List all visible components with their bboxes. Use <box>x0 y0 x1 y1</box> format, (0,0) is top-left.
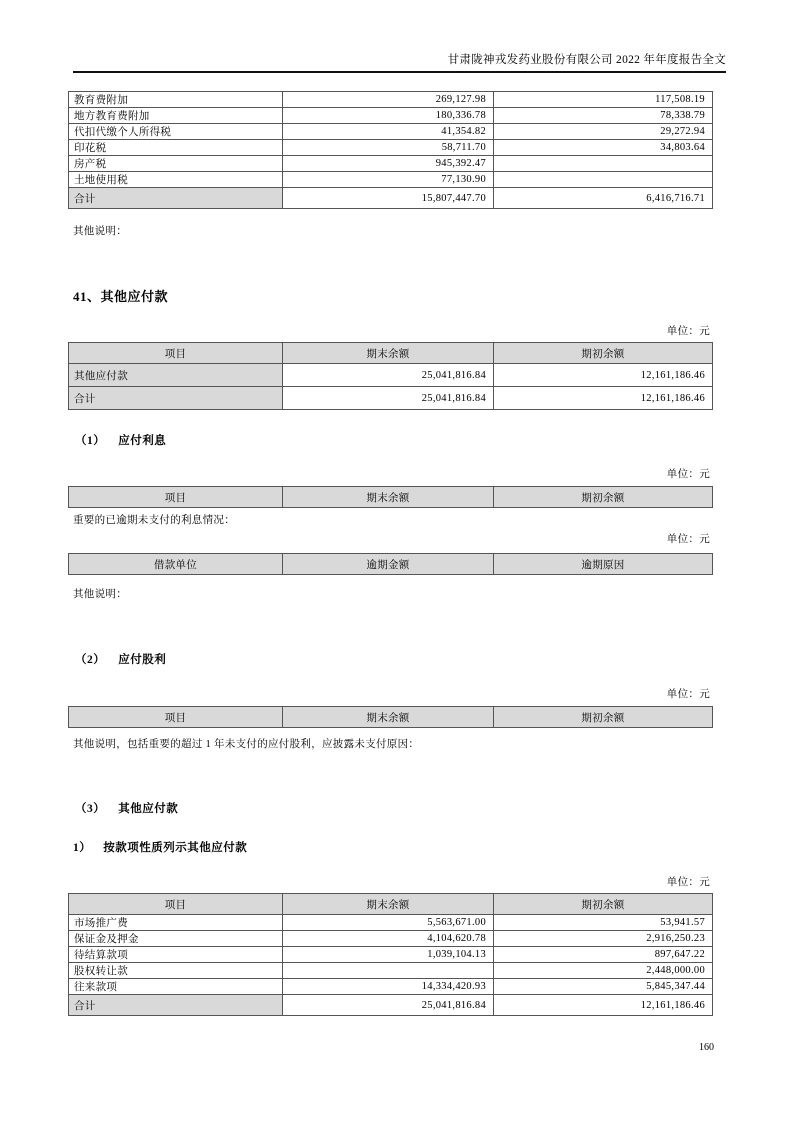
col-header-ending: 期末余额 <box>283 343 494 364</box>
col-header-ending: 期末余额 <box>283 487 494 508</box>
cell-item: 待结算款项 <box>69 947 283 963</box>
cell-beginning: 897,647.22 <box>494 947 713 963</box>
unit-label: 单位：元 <box>666 877 710 888</box>
subsection-number: （1） <box>75 435 106 447</box>
col-header-beginning: 期初余额 <box>494 343 713 364</box>
unit-label: 单位：元 <box>666 534 710 545</box>
cell-ending <box>283 963 494 979</box>
col-header-overdue-amount: 逾期金额 <box>283 554 494 575</box>
table-header-row <box>69 343 713 364</box>
subsection-2-title <box>75 651 166 667</box>
table-row <box>69 931 713 947</box>
cell-beginning: 117,508.19 <box>494 92 713 108</box>
cell-beginning: 12,161,186.46 <box>494 387 713 410</box>
table-row <box>69 92 713 108</box>
cell-ending: 25,041,816.84 <box>283 364 494 387</box>
cell-ending: 180,336.78 <box>283 108 494 124</box>
cell-item: 保证金及押金 <box>69 931 283 947</box>
cell-item: 教育费附加 <box>69 92 283 108</box>
cell-ending: 25,041,816.84 <box>283 995 494 1016</box>
cell-beginning: 12,161,186.46 <box>494 364 713 387</box>
table-header-row <box>69 487 713 508</box>
other-payables-by-nature-table <box>68 893 713 1016</box>
col-header-borrower: 借款单位 <box>69 554 283 575</box>
table-header-row <box>69 707 713 728</box>
cell-item: 代扣代缴个人所得税 <box>69 124 283 140</box>
subsection-label: 应付利息 <box>118 435 167 447</box>
cell-ending: 14,334,420.93 <box>283 979 494 995</box>
header-rule <box>73 71 726 73</box>
cell-ending: 5,563,671.00 <box>283 915 494 931</box>
col-header-beginning: 期初余额 <box>494 707 713 728</box>
subsection-3-1-title <box>73 839 247 855</box>
cell-item: 市场推广费 <box>69 915 283 931</box>
cell-ending: 269,127.98 <box>283 92 494 108</box>
cell-item: 其他应付款 <box>69 364 283 387</box>
other-notes-label: 其他说明： <box>73 226 127 237</box>
cell-ending: 58,711.70 <box>283 140 494 156</box>
cell-ending: 77,130.90 <box>283 172 494 188</box>
subsection-label: 按款项性质列示其他应付款 <box>103 842 248 854</box>
subsection-number: （3） <box>75 803 106 815</box>
interest-payable-table <box>68 486 713 508</box>
cell-item: 合计 <box>69 387 283 410</box>
table-header-row <box>69 554 713 575</box>
cell-ending: 4,104,620.78 <box>283 931 494 947</box>
unit-label: 单位：元 <box>666 469 710 480</box>
cell-item: 合计 <box>69 188 283 209</box>
subsection-1-title <box>75 432 166 448</box>
cell-item: 往来款项 <box>69 979 283 995</box>
dividends-payable-table <box>68 706 713 728</box>
cell-beginning <box>494 156 713 172</box>
cell-beginning: 12,161,186.46 <box>494 995 713 1016</box>
cell-beginning: 78,338.79 <box>494 108 713 124</box>
page-header-title: 甘肃陇神戎发药业股份有限公司 2022 年年度报告全文 <box>447 54 726 66</box>
col-header-item: 项目 <box>69 487 283 508</box>
subsection-3-title <box>75 800 178 816</box>
cell-item: 股权转让款 <box>69 963 283 979</box>
cell-beginning: 29,272.94 <box>494 124 713 140</box>
table-row <box>69 124 713 140</box>
cell-ending: 25,041,816.84 <box>283 387 494 410</box>
col-header-item: 项目 <box>69 894 283 915</box>
unit-label: 单位：元 <box>666 689 710 700</box>
cell-beginning: 53,941.57 <box>494 915 713 931</box>
cell-item: 房产税 <box>69 156 283 172</box>
cell-ending: 945,392.47 <box>283 156 494 172</box>
dividends-note: 其他说明，包括重要的超过 1 年未支付的应付股利，应披露未支付原因： <box>73 739 420 750</box>
overdue-interest-table <box>68 553 713 575</box>
table-header-row <box>69 894 713 915</box>
cell-item: 印花税 <box>69 140 283 156</box>
other-payables-summary-table <box>68 342 713 410</box>
table-row <box>69 108 713 124</box>
table-row <box>69 915 713 931</box>
table-row <box>69 172 713 188</box>
other-notes-label: 其他说明： <box>73 589 127 600</box>
page-number: 160 <box>699 1042 714 1053</box>
cell-ending: 15,807,447.70 <box>283 188 494 209</box>
section-41-title: 41、其他应付款 <box>73 289 169 304</box>
cell-beginning: 6,416,716.71 <box>494 188 713 209</box>
col-header-overdue-reason: 逾期原因 <box>494 554 713 575</box>
table-row <box>69 140 713 156</box>
col-header-ending: 期末余额 <box>283 894 494 915</box>
table-row <box>69 156 713 172</box>
col-header-item: 项目 <box>69 707 283 728</box>
taxes-payable-table <box>68 91 713 209</box>
cell-beginning: 2,916,250.23 <box>494 931 713 947</box>
col-header-item: 项目 <box>69 343 283 364</box>
col-header-beginning: 期初余额 <box>494 487 713 508</box>
unit-label: 单位：元 <box>666 326 710 337</box>
subsection-label: 应付股利 <box>118 654 167 666</box>
subsection-number: （2） <box>75 654 106 666</box>
cell-beginning <box>494 172 713 188</box>
cell-ending: 41,354.82 <box>283 124 494 140</box>
subsection-label: 其他应付款 <box>118 803 179 815</box>
col-header-beginning: 期初余额 <box>494 894 713 915</box>
col-header-ending: 期末余额 <box>283 707 494 728</box>
table-row <box>69 947 713 963</box>
cell-item: 合计 <box>69 995 283 1016</box>
table-row <box>69 963 713 979</box>
table-row <box>69 364 713 387</box>
cell-item: 地方教育费附加 <box>69 108 283 124</box>
cell-beginning: 5,845,347.44 <box>494 979 713 995</box>
overdue-interest-note: 重要的已逾期未支付的利息情况： <box>73 515 235 526</box>
cell-item: 土地使用税 <box>69 172 283 188</box>
cell-ending: 1,039,104.13 <box>283 947 494 963</box>
table-total-row <box>69 995 713 1016</box>
table-total-row <box>69 188 713 209</box>
cell-beginning: 2,448,000.00 <box>494 963 713 979</box>
table-row <box>69 979 713 995</box>
table-total-row <box>69 387 713 410</box>
subsection-number: 1） <box>73 842 92 854</box>
cell-beginning: 34,803.64 <box>494 140 713 156</box>
